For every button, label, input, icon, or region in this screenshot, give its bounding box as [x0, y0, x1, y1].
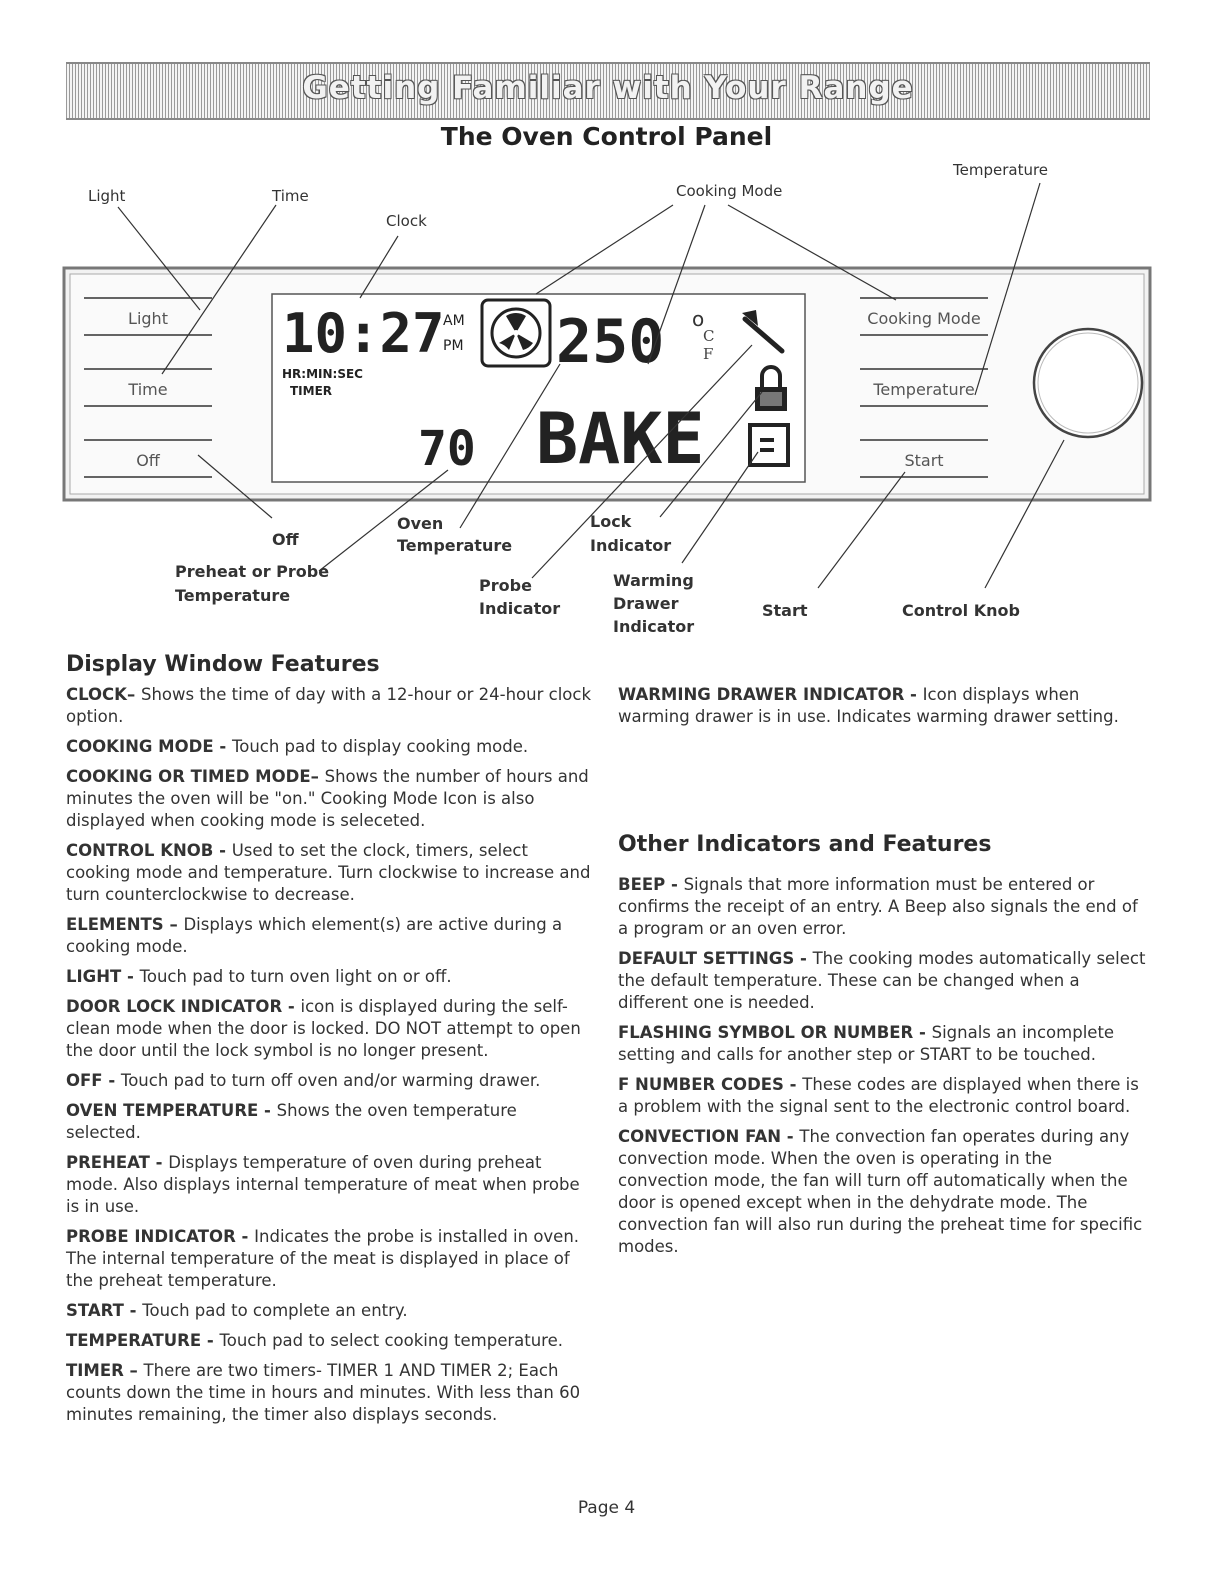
warming-feature [618, 684, 1146, 736]
callout-start: Start [762, 601, 808, 620]
feature-item [66, 1152, 596, 1218]
feature-description: Shows the number of hours and minutes the oven will be "on." Cooking Mode Icon is also displayed when cooking mode is seleceted. [66, 767, 589, 830]
callout-lock-indicator: Indicator [590, 536, 672, 555]
feature-term: WARMING DRAWER INDICATOR [618, 685, 905, 704]
feature-description: The cooking modes automatically select the default temperature. These can be changed when a different one is needed. [618, 949, 1146, 1012]
callout-oven: Oven [397, 514, 444, 533]
feature-separator: – [126, 685, 141, 704]
feature-separator: - [794, 949, 813, 968]
feature-description: Touch pad to turn oven light on or off. [139, 967, 452, 986]
page-number: Page 4 [577, 1498, 636, 1518]
banner-title: Getting Familiar with Your Range [302, 70, 914, 106]
pad-temperature-label: Temperature [873, 380, 975, 399]
convection-fan-icon [482, 300, 550, 366]
page-title: The Oven Control Panel [440, 122, 773, 151]
feature-description: Displays temperature of oven during preheat mode. Also displays internal temperature of meat when probe is in use. [66, 1153, 580, 1216]
display-degree: o [692, 307, 705, 331]
pad-start-label: Start [904, 451, 944, 470]
feature-item [618, 1074, 1146, 1118]
feature-separator: - [904, 685, 923, 704]
feature-separator: - [783, 1075, 803, 1094]
feature-description: The convection fan operates during any convection mode. When the oven is operating in the convection mode, the fan will turn off automatically when the door is opened except when in the dehydrate mode. The convection fan will also run during the preheat time for specific modes. [618, 1127, 1143, 1256]
warming-drawer-icon [750, 425, 788, 465]
feature-description: Shows the time of day with a 12-hour or 24-hour clock option. [66, 685, 592, 726]
feature-item [66, 996, 596, 1062]
feature-item [66, 1300, 596, 1322]
feature-separator: - [258, 1101, 277, 1120]
other-features-heading: Other Indicators and Features [618, 832, 992, 857]
display-features-heading: Display Window Features [66, 652, 380, 677]
feature-term: PREHEAT [66, 1153, 150, 1172]
feature-item [66, 914, 596, 958]
feature-description: There are two timers- TIMER 1 AND TIMER 2; Each counts down the time in hours and minutes. With less than 60 minutes remaining, the timer also displays seconds. [66, 1361, 581, 1424]
feature-separator: - [123, 1301, 143, 1320]
feature-item [66, 766, 596, 832]
feature-description: Touch pad to display cooking mode. [231, 737, 529, 756]
feature-item [66, 1070, 596, 1092]
callout-drawer-indicator: Indicator [613, 617, 695, 636]
feature-item [66, 1100, 596, 1144]
callout-time: Time [272, 187, 309, 205]
feature-item [618, 684, 1146, 728]
feature-item [66, 1360, 596, 1426]
feature-item [618, 948, 1146, 1014]
feature-term: DOOR LOCK INDICATOR [66, 997, 283, 1016]
feature-term: COOKING MODE [66, 737, 214, 756]
callout-lock: Lock [590, 512, 632, 531]
feature-term: TEMPERATURE [66, 1331, 202, 1350]
callout-control-knob: Control Knob [902, 601, 1020, 620]
feature-item [66, 736, 596, 758]
feature-term: OFF [66, 1071, 103, 1090]
feature-separator: - [102, 1071, 121, 1090]
display-c: C [703, 327, 715, 345]
callout-warming: Warming [613, 571, 694, 590]
feature-item [66, 966, 596, 988]
feature-term: START [66, 1301, 124, 1320]
control-knob[interactable] [1034, 329, 1142, 437]
feature-term: BEEP [618, 875, 666, 894]
feature-separator: – [123, 1361, 144, 1380]
feature-term: FLASHING SYMBOL OR NUMBER [618, 1023, 914, 1042]
feature-description: Indicates the probe is installed in oven. The internal temperature of the meat is displayed in place of the preheat temperature. [66, 1227, 580, 1290]
feature-item [66, 1330, 596, 1352]
callout-light: Light [88, 187, 126, 205]
feature-separator: - [201, 1331, 220, 1350]
callout-cooking-mode: Cooking Mode [676, 182, 783, 200]
feature-term: DEFAULT SETTINGS [618, 949, 795, 968]
feature-term: ELEMENTS [66, 915, 164, 934]
feature-description: Icon displays when warming drawer is in use. Indicates warming drawer setting. [618, 685, 1119, 726]
display-f: F [703, 345, 714, 363]
display-mode: BAKE [536, 398, 705, 480]
callout-oven-temperature: Temperature [397, 536, 513, 555]
feature-separator: - [781, 1127, 800, 1146]
feature-term: TIMER [66, 1361, 124, 1380]
feature-description: Signals that more information must be entered or confirms the receipt of an entry. A Beep also signals the end of a program or an oven error. [618, 875, 1138, 938]
feature-separator: - [149, 1153, 169, 1172]
display-timer-value: 70 [418, 421, 476, 477]
feature-separator: - [665, 875, 684, 894]
feature-separator: - [121, 967, 140, 986]
callout-clock: Clock [386, 212, 427, 230]
feature-separator: - [235, 1227, 255, 1246]
feature-separator: – [310, 767, 325, 786]
feature-term: F NUMBER CODES [618, 1075, 784, 1094]
display-pm: PM [443, 338, 464, 354]
feature-term: OVEN TEMPERATURE [66, 1101, 259, 1120]
pad-time-label: Time [128, 380, 168, 399]
feature-description: Used to set the clock, timers, select cooking mode and temperature. Turn clockwise to increase and turn counterclockwise to decrease. [66, 841, 591, 904]
display-temperature: 250 [556, 307, 665, 377]
feature-item [618, 1126, 1146, 1258]
display-timer-label: TIMER [290, 384, 333, 398]
feature-description: These codes are displayed when there is a problem with the signal sent to the electronic control board. [618, 1075, 1139, 1116]
callout-drawer: Drawer [613, 594, 679, 613]
feature-term: PROBE INDICATOR [66, 1227, 236, 1246]
feature-description: Displays which element(s) are active during a cooking mode. [66, 915, 563, 956]
feature-description: icon is displayed during the self-clean mode when the door is locked. DO NOT attempt to open the door until the lock symbol is no longer present. [66, 997, 581, 1060]
feature-item [66, 840, 596, 906]
feature-description: Touch pad to turn off oven and/or warming drawer. [120, 1071, 541, 1090]
feature-item [618, 874, 1146, 940]
feature-separator: - [282, 997, 301, 1016]
feature-description: Touch pad to select cooking temperature. [219, 1331, 564, 1350]
display-am: AM [443, 313, 465, 329]
display-format: HR:MIN:SEC [282, 367, 363, 381]
feature-separator: - [213, 841, 232, 860]
pad-cooking-mode-label: Cooking Mode [867, 309, 981, 328]
pad-off-label: Off [136, 451, 160, 470]
feature-item [66, 684, 596, 728]
callout-probe: Probe [479, 576, 532, 595]
other-features-list [618, 874, 1146, 1266]
feature-separator: – [163, 915, 184, 934]
feature-separator: - [213, 737, 232, 756]
callout-temperature: Temperature [953, 161, 1049, 179]
feature-term: CONTROL KNOB [66, 841, 214, 860]
feature-term: CONVECTION FAN [618, 1127, 782, 1146]
feature-term: LIGHT [66, 967, 122, 986]
feature-description: Touch pad to complete an entry. [142, 1301, 408, 1320]
feature-separator: - [913, 1023, 932, 1042]
display-features-list [66, 684, 596, 1434]
callout-probe-indicator: Indicator [479, 599, 561, 618]
display-clock: 10:27 [282, 302, 445, 365]
feature-description: Signals an incomplete setting and calls for another step or START to be touched. [618, 1023, 1115, 1064]
callout-preheat-temperature: Temperature [175, 586, 291, 605]
feature-item [66, 1226, 596, 1292]
callout-off: Off [272, 530, 299, 549]
feature-description: Shows the oven temperature selected. [66, 1101, 517, 1142]
pad-light-label: Light [128, 309, 168, 328]
feature-term: COOKING OR TIMED MODE [66, 767, 311, 786]
callout-preheat: Preheat or Probe [175, 562, 330, 581]
feature-term: CLOCK [66, 685, 127, 704]
feature-item [618, 1022, 1146, 1066]
